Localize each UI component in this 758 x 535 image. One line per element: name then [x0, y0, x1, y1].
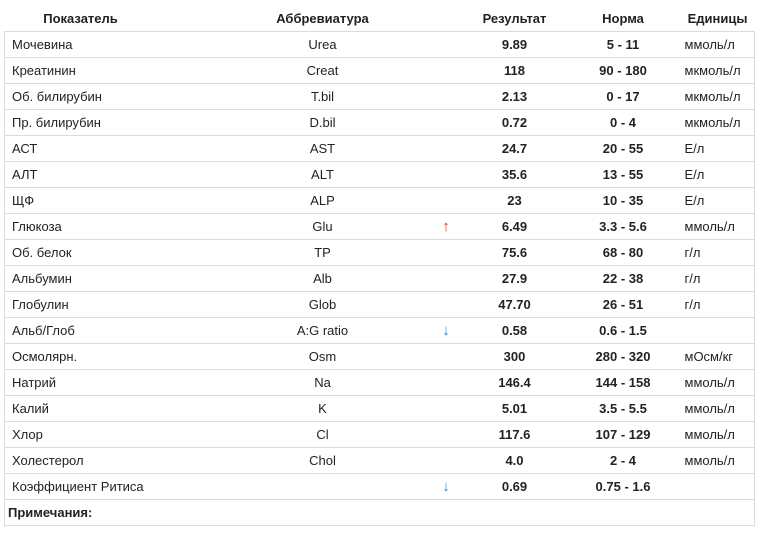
flag-down-icon: ↓ — [429, 474, 464, 500]
result-value: 27.9 — [464, 266, 566, 292]
abbreviation-cell: Osm — [217, 344, 429, 370]
flag-up-icon: ↑ — [429, 214, 464, 240]
unit-cell: ммоль/л — [681, 396, 755, 422]
indicator-cell: Глобулин — [5, 292, 217, 318]
unit-cell: мкмоль/л — [681, 58, 755, 84]
table-row — [5, 448, 755, 474]
table-row — [5, 344, 755, 370]
flag-cell — [429, 110, 464, 136]
indicator-cell: Калий — [5, 396, 217, 422]
flag-cell — [429, 58, 464, 84]
abbreviation-cell: Glob — [217, 292, 429, 318]
norm-range: 3.5 - 5.5 — [566, 396, 681, 422]
abbreviation-cell: A:G ratio — [217, 318, 429, 344]
result-value: 24.7 — [464, 136, 566, 162]
norm-range: 13 - 55 — [566, 162, 681, 188]
table-row — [5, 58, 755, 84]
norm-range: 5 - 11 — [566, 32, 681, 58]
table-row — [5, 474, 755, 500]
abbreviation-cell: Alb — [217, 266, 429, 292]
norm-range: 3.3 - 5.6 — [566, 214, 681, 240]
result-value: 118 — [464, 58, 566, 84]
abbreviation-cell: K — [217, 396, 429, 422]
flag-cell — [429, 32, 464, 58]
norm-range: 2 - 4 — [566, 448, 681, 474]
table-row — [5, 240, 755, 266]
indicator-cell: Глюкоза — [5, 214, 217, 240]
indicator-cell: Об. билирубин — [5, 84, 217, 110]
notes-label: Примечания: — [4, 500, 755, 526]
unit-cell: мОсм/кг — [681, 344, 755, 370]
abbreviation-cell: Glu — [217, 214, 429, 240]
result-value: 4.0 — [464, 448, 566, 474]
result-value: 35.6 — [464, 162, 566, 188]
result-value: 2.13 — [464, 84, 566, 110]
indicator-cell: Натрий — [5, 370, 217, 396]
table-row — [5, 32, 755, 58]
result-value: 0.58 — [464, 318, 566, 344]
norm-range: 0.6 - 1.5 — [566, 318, 681, 344]
indicator-cell: Альбумин — [5, 266, 217, 292]
table-body — [5, 32, 755, 500]
unit-cell: ммоль/л — [681, 214, 755, 240]
result-value: 23 — [464, 188, 566, 214]
indicator-cell: АЛТ — [5, 162, 217, 188]
norm-range: 90 - 180 — [566, 58, 681, 84]
header-norm: Норма — [602, 11, 644, 26]
lab-results-table — [4, 6, 755, 500]
unit-cell: ммоль/л — [681, 32, 755, 58]
unit-cell: ммоль/л — [681, 422, 755, 448]
result-value: 0.69 — [464, 474, 566, 500]
indicator-cell: Осмолярн. — [5, 344, 217, 370]
abbreviation-cell: Creat — [217, 58, 429, 84]
result-value: 47.70 — [464, 292, 566, 318]
table-row — [5, 396, 755, 422]
unit-cell: г/л — [681, 292, 755, 318]
flag-cell — [429, 162, 464, 188]
lab-results-panel — [4, 6, 754, 526]
norm-range: 0.75 - 1.6 — [566, 474, 681, 500]
indicator-cell: Пр. билирубин — [5, 110, 217, 136]
flag-cell — [429, 422, 464, 448]
unit-cell: Е/л — [681, 136, 755, 162]
norm-range: 0 - 17 — [566, 84, 681, 110]
result-value: 300 — [464, 344, 566, 370]
header-indicator: Показатель — [43, 11, 118, 26]
norm-range: 20 - 55 — [566, 136, 681, 162]
norm-range: 22 - 38 — [566, 266, 681, 292]
table-row — [5, 214, 755, 240]
indicator-cell: Альб/Глоб — [5, 318, 217, 344]
abbreviation-cell: T.bil — [217, 84, 429, 110]
table-header-row — [5, 6, 755, 32]
header-result: Результат — [482, 11, 547, 26]
norm-range: 280 - 320 — [566, 344, 681, 370]
abbreviation-cell: Na — [217, 370, 429, 396]
unit-cell: г/л — [681, 266, 755, 292]
flag-cell — [429, 370, 464, 396]
norm-range: 144 - 158 — [566, 370, 681, 396]
unit-cell: ммоль/л — [681, 370, 755, 396]
header-units: Единицы — [687, 11, 748, 26]
abbreviation-cell: D.bil — [217, 110, 429, 136]
table-row — [5, 136, 755, 162]
indicator-cell: Холестерол — [5, 448, 217, 474]
table-row — [5, 188, 755, 214]
abbreviation-cell: Urea — [217, 32, 429, 58]
norm-range: 68 - 80 — [566, 240, 681, 266]
result-value: 146.4 — [464, 370, 566, 396]
indicator-cell: Коэффициент Ритиса — [5, 474, 217, 500]
indicator-cell: Об. белок — [5, 240, 217, 266]
abbreviation-cell: Chol — [217, 448, 429, 474]
unit-cell: мкмоль/л — [681, 110, 755, 136]
unit-cell — [681, 474, 755, 500]
table-row — [5, 422, 755, 448]
table-row — [5, 84, 755, 110]
flag-cell — [429, 136, 464, 162]
abbreviation-cell: TP — [217, 240, 429, 266]
table-row — [5, 292, 755, 318]
flag-cell — [429, 344, 464, 370]
unit-cell: Е/л — [681, 162, 755, 188]
indicator-cell: АСТ — [5, 136, 217, 162]
flag-cell — [429, 84, 464, 110]
unit-cell: мкмоль/л — [681, 84, 755, 110]
abbreviation-cell: ALT — [217, 162, 429, 188]
norm-range: 26 - 51 — [566, 292, 681, 318]
indicator-cell: Хлор — [5, 422, 217, 448]
unit-cell: Е/л — [681, 188, 755, 214]
result-value: 75.6 — [464, 240, 566, 266]
result-value: 9.89 — [464, 32, 566, 58]
abbreviation-cell: ALP — [217, 188, 429, 214]
flag-cell — [429, 188, 464, 214]
unit-cell: г/л — [681, 240, 755, 266]
result-value: 0.72 — [464, 110, 566, 136]
norm-range: 0 - 4 — [566, 110, 681, 136]
flag-cell — [429, 266, 464, 292]
norm-range: 10 - 35 — [566, 188, 681, 214]
table-row — [5, 370, 755, 396]
flag-cell — [429, 292, 464, 318]
indicator-cell: ЩФ — [5, 188, 217, 214]
abbreviation-cell — [217, 474, 429, 500]
unit-cell — [681, 318, 755, 344]
header-flag — [429, 6, 464, 32]
flag-cell — [429, 396, 464, 422]
indicator-cell: Креатинин — [5, 58, 217, 84]
table-row — [5, 266, 755, 292]
flag-cell — [429, 240, 464, 266]
indicator-cell: Мочевина — [5, 32, 217, 58]
table-row — [5, 318, 755, 344]
abbreviation-cell: AST — [217, 136, 429, 162]
header-abbreviation: Аббревиатура — [276, 11, 369, 26]
result-value: 6.49 — [464, 214, 566, 240]
flag-cell — [429, 448, 464, 474]
abbreviation-cell: Cl — [217, 422, 429, 448]
table-row — [5, 162, 755, 188]
unit-cell: ммоль/л — [681, 448, 755, 474]
result-value: 5.01 — [464, 396, 566, 422]
table-row — [5, 110, 755, 136]
norm-range: 107 - 129 — [566, 422, 681, 448]
flag-down-icon: ↓ — [429, 318, 464, 344]
result-value: 117.6 — [464, 422, 566, 448]
